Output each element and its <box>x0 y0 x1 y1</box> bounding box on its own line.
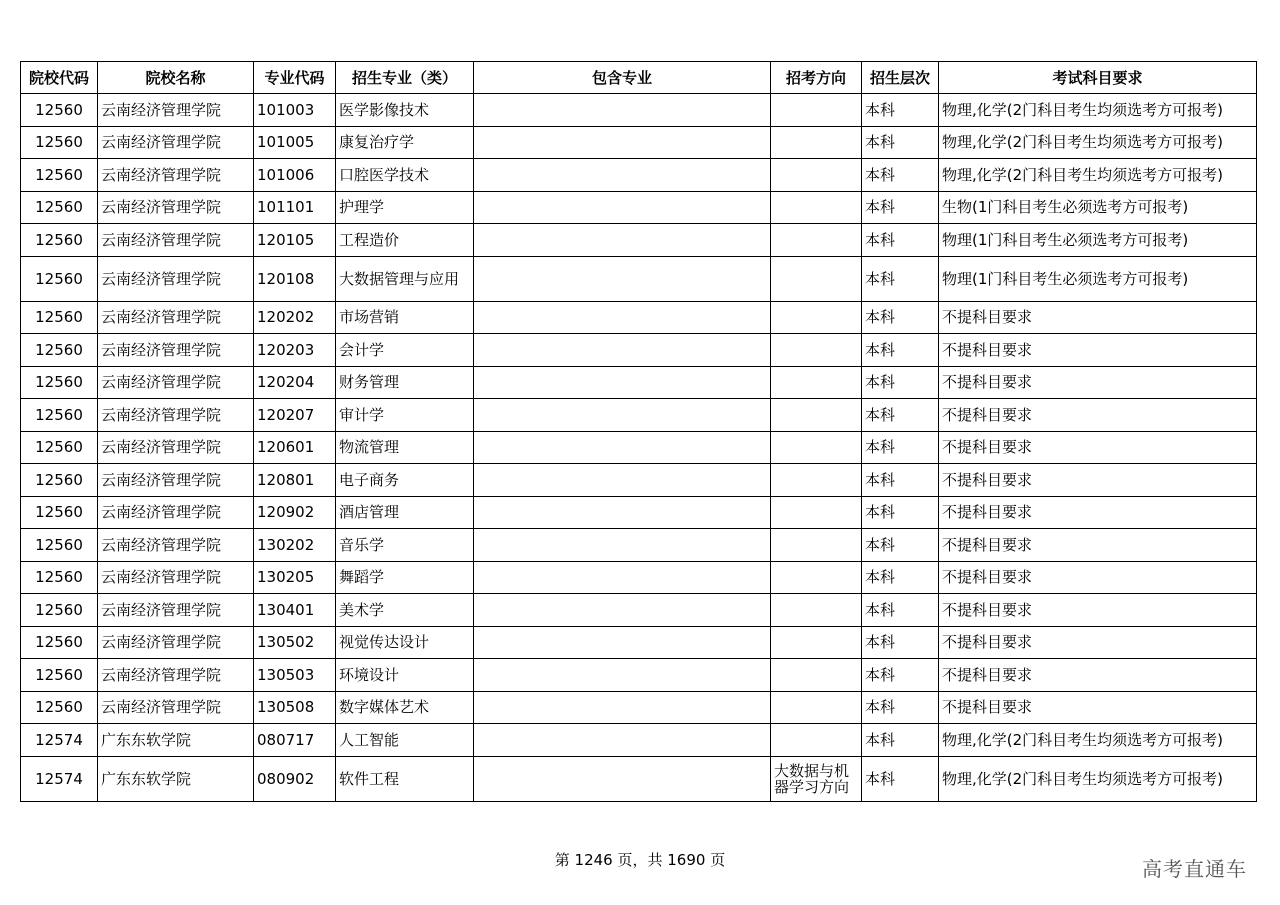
cell-subject-req: 不提科目要求 <box>939 399 1257 432</box>
cell-school-name: 云南经济管理学院 <box>98 301 254 334</box>
cell-major-code: 120601 <box>254 431 336 464</box>
table-row <box>21 301 1257 334</box>
cell-subject-req: 不提科目要求 <box>939 561 1257 594</box>
cell-included-majors <box>474 94 771 127</box>
cell-direction <box>771 594 862 627</box>
cell-included-majors <box>474 724 771 757</box>
table-row <box>21 691 1257 724</box>
cell-level: 本科 <box>862 529 939 562</box>
cell-school-code: 12574 <box>21 724 98 757</box>
cell-subject-req: 生物(1门科目考生必须选考方可报考) <box>939 191 1257 224</box>
cell-major-code: 130503 <box>254 659 336 692</box>
cell-major-code: 130202 <box>254 529 336 562</box>
cell-school-name: 广东东软学院 <box>98 724 254 757</box>
cell-major-code: 120105 <box>254 224 336 257</box>
cell-included-majors <box>474 691 771 724</box>
cell-level: 本科 <box>862 191 939 224</box>
cell-school-code: 12560 <box>21 126 98 159</box>
cell-school-code: 12560 <box>21 431 98 464</box>
cell-included-majors <box>474 159 771 192</box>
cell-included-majors <box>474 224 771 257</box>
cell-subject-req: 不提科目要求 <box>939 301 1257 334</box>
cell-level: 本科 <box>862 561 939 594</box>
header-subject-req: 考试科目要求 <box>939 62 1257 94</box>
header-major-code: 专业代码 <box>254 62 336 94</box>
cell-major-code: 101005 <box>254 126 336 159</box>
table-row <box>21 256 1257 301</box>
cell-school-code: 12574 <box>21 756 98 801</box>
cell-subject-req: 不提科目要求 <box>939 594 1257 627</box>
cell-included-majors <box>474 594 771 627</box>
watermark-text: 高考直通车 <box>1142 857 1247 881</box>
cell-level: 本科 <box>862 301 939 334</box>
cell-major: 人工智能 <box>336 724 474 757</box>
cell-school-name: 云南经济管理学院 <box>98 594 254 627</box>
cell-subject-req: 不提科目要求 <box>939 496 1257 529</box>
cell-included-majors <box>474 464 771 497</box>
page-footer: 第 1246 页，共 1690 页 <box>554 851 726 869</box>
cell-direction <box>771 334 862 367</box>
cell-school-code: 12560 <box>21 366 98 399</box>
cell-major: 财务管理 <box>336 366 474 399</box>
table-row <box>21 191 1257 224</box>
cell-school-code: 12560 <box>21 94 98 127</box>
cell-level: 本科 <box>862 126 939 159</box>
table-row <box>21 659 1257 692</box>
cell-included-majors <box>474 366 771 399</box>
cell-subject-req: 物理,化学(2门科目考生均须选考方可报考) <box>939 94 1257 127</box>
cell-included-majors <box>474 431 771 464</box>
header-direction: 招考方向 <box>771 62 862 94</box>
cell-level: 本科 <box>862 334 939 367</box>
cell-school-code: 12560 <box>21 191 98 224</box>
cell-school-name: 云南经济管理学院 <box>98 399 254 432</box>
cell-direction <box>771 529 862 562</box>
cell-school-name: 云南经济管理学院 <box>98 159 254 192</box>
cell-major: 市场营销 <box>336 301 474 334</box>
cell-school-code: 12560 <box>21 464 98 497</box>
cell-level: 本科 <box>862 691 939 724</box>
cell-major: 酒店管理 <box>336 496 474 529</box>
cell-major-code: 130205 <box>254 561 336 594</box>
header-school-name: 院校名称 <box>98 62 254 94</box>
cell-major: 审计学 <box>336 399 474 432</box>
cell-subject-req: 物理,化学(2门科目考生均须选考方可报考) <box>939 756 1257 801</box>
table-row <box>21 431 1257 464</box>
cell-direction <box>771 191 862 224</box>
table-row <box>21 594 1257 627</box>
cell-level: 本科 <box>862 366 939 399</box>
cell-direction: 大数据与机器学习方向 <box>771 756 862 801</box>
cell-major-code: 120801 <box>254 464 336 497</box>
cell-major-code: 120204 <box>254 366 336 399</box>
cell-included-majors <box>474 334 771 367</box>
cell-major: 康复治疗学 <box>336 126 474 159</box>
cell-major-code: 120203 <box>254 334 336 367</box>
cell-major: 电子商务 <box>336 464 474 497</box>
cell-direction <box>771 626 862 659</box>
cell-major-code: 101006 <box>254 159 336 192</box>
cell-school-name: 云南经济管理学院 <box>98 626 254 659</box>
table-row <box>21 756 1257 801</box>
table-row <box>21 561 1257 594</box>
cell-school-code: 12560 <box>21 659 98 692</box>
cell-school-code: 12560 <box>21 594 98 627</box>
table-row <box>21 94 1257 127</box>
cell-included-majors <box>474 301 771 334</box>
cell-level: 本科 <box>862 594 939 627</box>
cell-subject-req: 不提科目要求 <box>939 334 1257 367</box>
cell-direction <box>771 366 862 399</box>
cell-direction <box>771 561 862 594</box>
cell-included-majors <box>474 659 771 692</box>
admission-table <box>20 61 1257 802</box>
cell-major: 数字媒体艺术 <box>336 691 474 724</box>
cell-major: 美术学 <box>336 594 474 627</box>
table-row <box>21 224 1257 257</box>
cell-major-code: 120207 <box>254 399 336 432</box>
cell-major-code: 120902 <box>254 496 336 529</box>
cell-major: 物流管理 <box>336 431 474 464</box>
cell-school-code: 12560 <box>21 301 98 334</box>
cell-major: 环境设计 <box>336 659 474 692</box>
cell-major: 大数据管理与应用 <box>336 256 474 301</box>
cell-school-code: 12560 <box>21 334 98 367</box>
cell-included-majors <box>474 561 771 594</box>
cell-direction <box>771 159 862 192</box>
cell-direction <box>771 464 862 497</box>
cell-major-code: 080717 <box>254 724 336 757</box>
cell-major: 医学影像技术 <box>336 94 474 127</box>
table-row <box>21 626 1257 659</box>
cell-major: 软件工程 <box>336 756 474 801</box>
cell-major-code: 101003 <box>254 94 336 127</box>
cell-major: 口腔医学技术 <box>336 159 474 192</box>
cell-major-code: 130401 <box>254 594 336 627</box>
table-row <box>21 366 1257 399</box>
cell-subject-req: 不提科目要求 <box>939 431 1257 464</box>
cell-school-code: 12560 <box>21 256 98 301</box>
cell-major: 护理学 <box>336 191 474 224</box>
cell-school-name: 云南经济管理学院 <box>98 126 254 159</box>
cell-included-majors <box>474 191 771 224</box>
cell-subject-req: 物理(1门科目考生必须选考方可报考) <box>939 224 1257 257</box>
cell-level: 本科 <box>862 464 939 497</box>
cell-level: 本科 <box>862 496 939 529</box>
cell-major-code: 130508 <box>254 691 336 724</box>
cell-school-name: 广东东软学院 <box>98 756 254 801</box>
cell-subject-req: 物理,化学(2门科目考生均须选考方可报考) <box>939 724 1257 757</box>
cell-school-code: 12560 <box>21 496 98 529</box>
cell-school-code: 12560 <box>21 159 98 192</box>
header-included-majors: 包含专业 <box>474 62 771 94</box>
cell-level: 本科 <box>862 626 939 659</box>
cell-level: 本科 <box>862 94 939 127</box>
cell-direction <box>771 691 862 724</box>
cell-major-code: 080902 <box>254 756 336 801</box>
cell-included-majors <box>474 126 771 159</box>
cell-major: 工程造价 <box>336 224 474 257</box>
table-row <box>21 399 1257 432</box>
cell-major: 舞蹈学 <box>336 561 474 594</box>
header-major: 招生专业（类） <box>336 62 474 94</box>
cell-level: 本科 <box>862 256 939 301</box>
cell-major: 会计学 <box>336 334 474 367</box>
cell-school-code: 12560 <box>21 399 98 432</box>
cell-school-name: 云南经济管理学院 <box>98 191 254 224</box>
cell-direction <box>771 256 862 301</box>
cell-level: 本科 <box>862 659 939 692</box>
table-row <box>21 159 1257 192</box>
cell-subject-req: 不提科目要求 <box>939 464 1257 497</box>
cell-direction <box>771 301 862 334</box>
cell-level: 本科 <box>862 159 939 192</box>
cell-major: 视觉传达设计 <box>336 626 474 659</box>
cell-subject-req: 物理,化学(2门科目考生均须选考方可报考) <box>939 126 1257 159</box>
cell-school-name: 云南经济管理学院 <box>98 659 254 692</box>
cell-direction <box>771 399 862 432</box>
cell-direction <box>771 659 862 692</box>
cell-level: 本科 <box>862 724 939 757</box>
table-row <box>21 464 1257 497</box>
cell-level: 本科 <box>862 431 939 464</box>
cell-subject-req: 物理(1门科目考生必须选考方可报考) <box>939 256 1257 301</box>
cell-level: 本科 <box>862 224 939 257</box>
cell-included-majors <box>474 529 771 562</box>
cell-included-majors <box>474 756 771 801</box>
cell-included-majors <box>474 626 771 659</box>
table-row <box>21 334 1257 367</box>
cell-school-name: 云南经济管理学院 <box>98 691 254 724</box>
cell-school-name: 云南经济管理学院 <box>98 334 254 367</box>
cell-included-majors <box>474 496 771 529</box>
table-row <box>21 529 1257 562</box>
table-header-row <box>21 62 1257 94</box>
cell-direction <box>771 94 862 127</box>
cell-subject-req: 不提科目要求 <box>939 659 1257 692</box>
cell-subject-req: 不提科目要求 <box>939 691 1257 724</box>
cell-level: 本科 <box>862 399 939 432</box>
cell-included-majors <box>474 256 771 301</box>
cell-level: 本科 <box>862 756 939 801</box>
cell-school-code: 12560 <box>21 626 98 659</box>
header-level: 招生层次 <box>862 62 939 94</box>
cell-direction <box>771 431 862 464</box>
cell-school-name: 云南经济管理学院 <box>98 464 254 497</box>
cell-direction <box>771 224 862 257</box>
cell-direction <box>771 496 862 529</box>
cell-school-name: 云南经济管理学院 <box>98 366 254 399</box>
cell-school-code: 12560 <box>21 529 98 562</box>
cell-school-code: 12560 <box>21 561 98 594</box>
table-row <box>21 496 1257 529</box>
cell-subject-req: 物理,化学(2门科目考生均须选考方可报考) <box>939 159 1257 192</box>
cell-major-code: 130502 <box>254 626 336 659</box>
cell-major: 音乐学 <box>336 529 474 562</box>
cell-major-code: 101101 <box>254 191 336 224</box>
cell-school-name: 云南经济管理学院 <box>98 256 254 301</box>
cell-school-name: 云南经济管理学院 <box>98 94 254 127</box>
table-row <box>21 126 1257 159</box>
cell-subject-req: 不提科目要求 <box>939 626 1257 659</box>
cell-subject-req: 不提科目要求 <box>939 529 1257 562</box>
cell-school-name: 云南经济管理学院 <box>98 561 254 594</box>
cell-school-name: 云南经济管理学院 <box>98 529 254 562</box>
header-school-code: 院校代码 <box>21 62 98 94</box>
table-row <box>21 724 1257 757</box>
cell-school-name: 云南经济管理学院 <box>98 431 254 464</box>
cell-school-code: 12560 <box>21 224 98 257</box>
cell-major-code: 120108 <box>254 256 336 301</box>
cell-included-majors <box>474 399 771 432</box>
cell-major-code: 120202 <box>254 301 336 334</box>
cell-direction <box>771 724 862 757</box>
cell-school-name: 云南经济管理学院 <box>98 496 254 529</box>
cell-school-name: 云南经济管理学院 <box>98 224 254 257</box>
cell-subject-req: 不提科目要求 <box>939 366 1257 399</box>
cell-direction <box>771 126 862 159</box>
cell-school-code: 12560 <box>21 691 98 724</box>
